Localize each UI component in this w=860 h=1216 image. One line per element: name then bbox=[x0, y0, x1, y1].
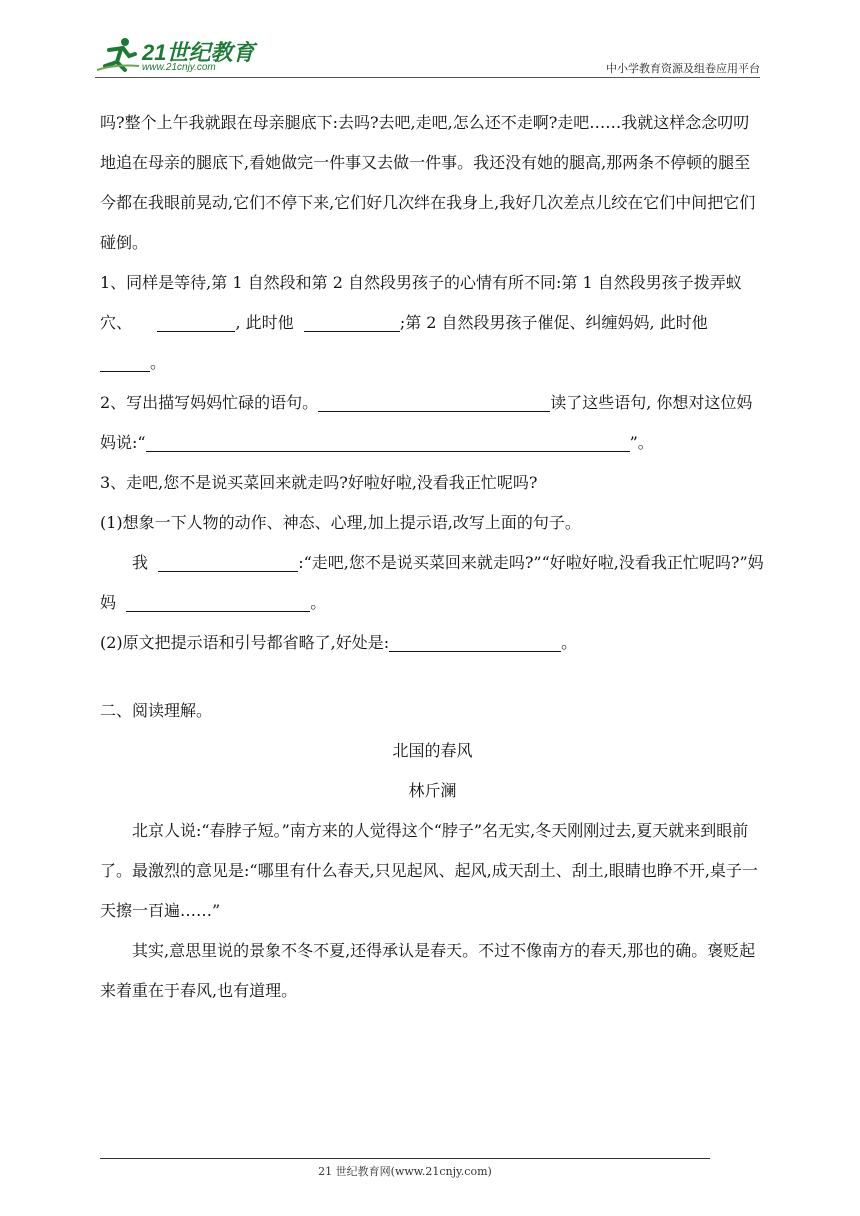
article-author: 林斤澜 bbox=[408, 781, 457, 800]
question-3-sub1-answer bbox=[100, 543, 765, 623]
q1-blank-1[interactable] bbox=[157, 313, 235, 332]
q3-text-b: :“走吧,您不是说买菜回来就走吗?”“好啦好啦,没看我正忙呢吗?”妈妈 bbox=[100, 553, 764, 612]
q2-blank-1[interactable] bbox=[318, 393, 550, 412]
footer-text: 21 世纪教育网(www.21cnjy.com) bbox=[318, 1165, 492, 1178]
q3-text-c: 。 bbox=[310, 593, 327, 612]
header-platform-text: 中小学教育资源及组卷应用平台 bbox=[606, 62, 760, 75]
question-2 bbox=[100, 383, 765, 463]
paragraph-continued: 吗?整个上午我就跟在母亲腿底下:去吗?去吧,走吧,怎么还不走啊?走吧……我就这样念念叨叨地追在母亲的腿底下,看她做完一件事又去做一件事。我还没有她的腿高,那两条不停顿的腿至今都在我眼前晃动,它们不停下来,它们好几次绊在我身上,我好几次差点儿绞在它们中间把它们碰倒。 bbox=[100, 113, 756, 252]
question-3-sub1: (1)想象一下人物的动作、神态、心理,加上提示语,改写上面的句子。 bbox=[100, 513, 581, 532]
logo-text: 21世纪教育 bbox=[142, 40, 255, 65]
q2-text-c: ”。 bbox=[629, 433, 654, 452]
q1-text-b: , 此时他 bbox=[235, 313, 294, 332]
question-3-title: 3、走吧,您不是说买菜回来就走吗?好啦好啦,没看我正忙呢吗? bbox=[100, 473, 538, 492]
logo-url: www.21cnjy.com bbox=[142, 62, 216, 73]
question-3-sub2 bbox=[100, 623, 765, 663]
q1-text-d: 。 bbox=[150, 353, 167, 372]
q3-blank-2[interactable] bbox=[126, 593, 310, 612]
section-2-heading: 二、阅读理解。 bbox=[100, 701, 213, 720]
q3-text-a: 我 bbox=[132, 553, 149, 572]
question-1 bbox=[100, 263, 765, 383]
runner-logo-icon bbox=[95, 36, 141, 76]
document-body bbox=[100, 103, 765, 1011]
header-divider bbox=[95, 77, 760, 78]
footer-divider bbox=[100, 1158, 710, 1159]
page-header bbox=[95, 30, 760, 80]
q2-blank-2[interactable] bbox=[146, 433, 630, 452]
logo bbox=[95, 34, 260, 78]
article-paragraph-2: 其实,意思里说的景象不冬不夏,还得承认是春天。不过不像南方的春天,那也的确。褒贬起来着重在于春风,也有道理。 bbox=[100, 941, 756, 1000]
q3-blank-3[interactable] bbox=[389, 633, 561, 652]
q3-sub2-text: (2)原文把提示语和引号都省略了,好处是: bbox=[100, 633, 390, 652]
q1-text-a: 1、同样是等待,第 1 自然段和第 2 自然段男孩子的心情有所不同:第 1 自然段男孩子拨弄蚁穴、 bbox=[100, 273, 742, 332]
q1-blank-2[interactable] bbox=[304, 313, 400, 332]
q1-text-c: ;第 2 自然段男孩子催促、纠缠妈妈, 此时他 bbox=[399, 313, 708, 332]
q2-text-a: 2、写出描写妈妈忙碌的语句。 bbox=[100, 393, 319, 412]
q3-sub2-end: 。 bbox=[561, 633, 578, 652]
article-title: 北国的春风 bbox=[392, 741, 473, 760]
q1-blank-3[interactable] bbox=[100, 353, 150, 372]
q2-text-b: 读了这些语句, 你想对这位妈妈说:“ bbox=[100, 393, 753, 452]
article-paragraph-1: 北京人说:“春脖子短。”南方来的人觉得这个“脖子”名无实,冬天刚刚过去,夏天就来到眼前了。最激烈的意见是:“哪里有什么春天,只见起风、起风,成天刮土、刮土,眼睛也睁不开,桌子一天擦一百遍……” bbox=[100, 821, 758, 920]
spacer bbox=[100, 663, 765, 691]
q3-blank-1[interactable] bbox=[158, 553, 298, 572]
